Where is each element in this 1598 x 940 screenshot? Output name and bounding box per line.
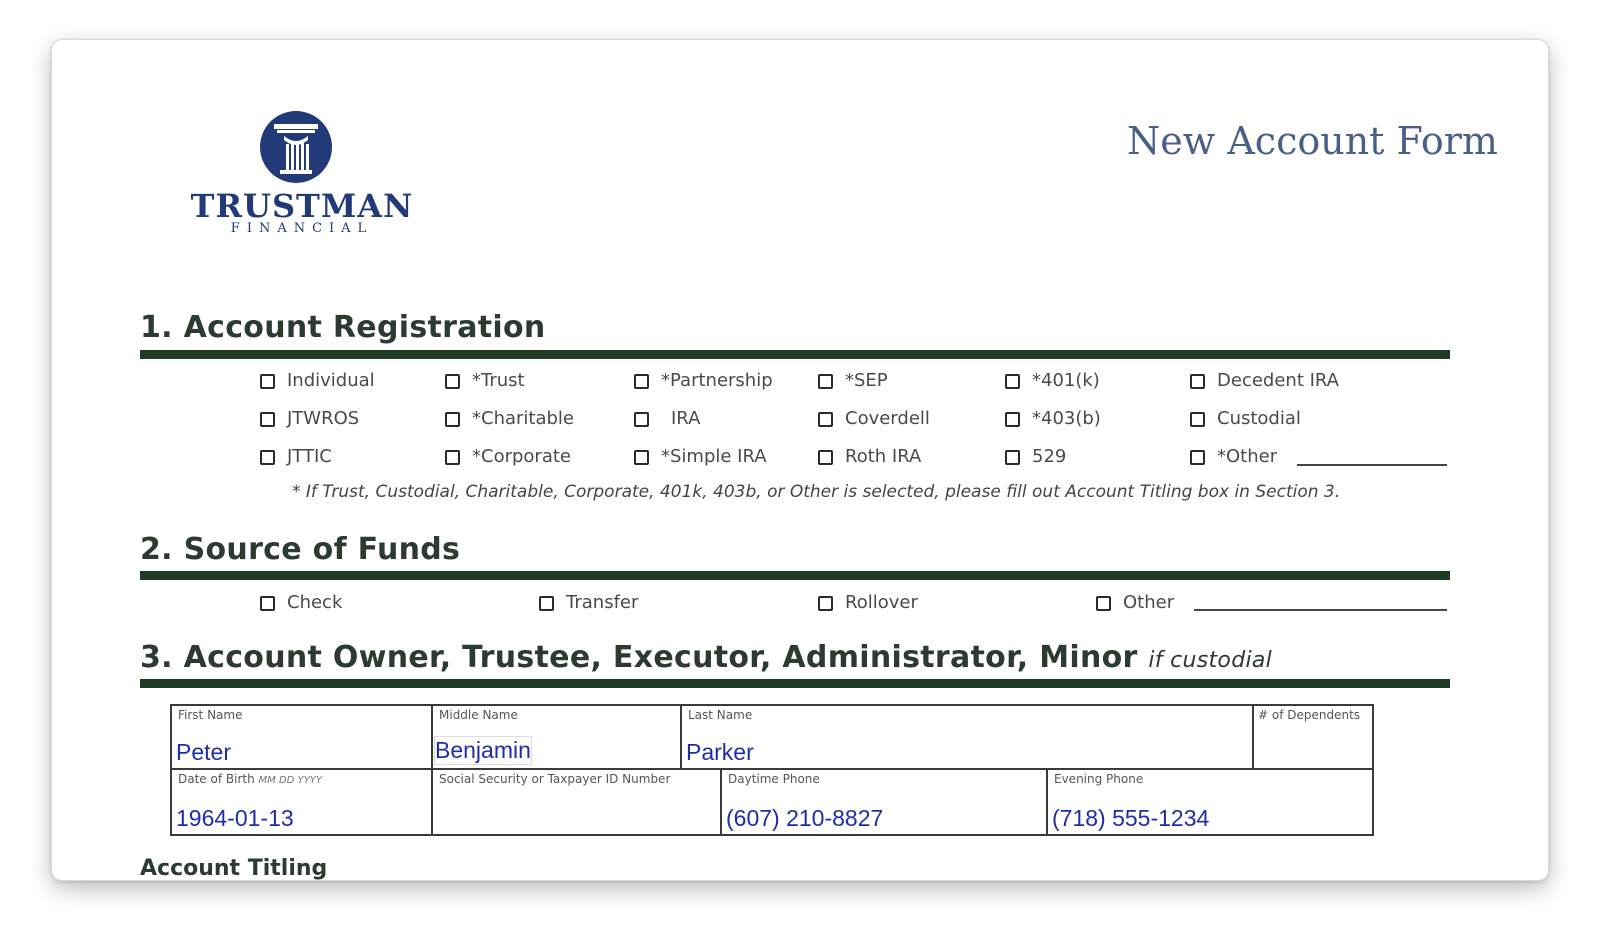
checkbox-partnership[interactable] <box>634 368 773 394</box>
section-title-text: 3. Account Owner, Trustee, Executor, Administrator, Minor <box>140 640 1138 675</box>
checkbox-label: Rollover <box>845 592 918 613</box>
section-rule <box>140 679 1450 688</box>
dob-field[interactable] <box>170 768 433 836</box>
ssn-label: Social Security or Taxpayer ID Number <box>439 772 671 786</box>
checkbox-box[interactable] <box>1190 412 1205 427</box>
checkbox-jttic[interactable] <box>260 444 332 470</box>
checkbox-box[interactable] <box>260 374 275 389</box>
checkbox-box[interactable] <box>1005 374 1020 389</box>
checkbox-box[interactable] <box>539 596 554 611</box>
first-name-field[interactable] <box>170 704 433 770</box>
checkbox-charitable[interactable] <box>445 406 574 432</box>
daytime-phone-field[interactable] <box>720 768 1048 836</box>
dob-format-hint: MM DD YYYY <box>258 775 322 786</box>
checkbox-label: *Corporate <box>472 446 571 467</box>
checkbox-box[interactable] <box>445 374 460 389</box>
account-titling-heading: Account Titling <box>140 856 328 880</box>
checkbox-label: Check <box>287 592 343 613</box>
checkbox-rollover[interactable] <box>818 590 918 616</box>
checkbox-label: *Other <box>1217 446 1278 467</box>
titling-note: * If Trust, Custodial, Charitable, Corporate, 401k, 403b, or Other is selected, please fill out Account Titling box in Section 3. <box>292 482 1341 502</box>
column-emblem-icon <box>256 110 336 184</box>
trustman-logo <box>182 102 422 242</box>
checkbox-label: Coverdell <box>845 408 930 429</box>
logo-name: TRUSTMAN <box>190 187 414 225</box>
checkbox-box[interactable] <box>445 412 460 427</box>
evening-phone-value[interactable]: (718) 555-1234 <box>1052 805 1210 831</box>
checkbox-box[interactable] <box>818 374 833 389</box>
dob-label <box>178 772 322 786</box>
checkbox-box[interactable] <box>445 450 460 465</box>
section-account-owner-title <box>140 640 1272 679</box>
checkbox-box[interactable] <box>818 450 833 465</box>
daytime-phone-value[interactable]: (607) 210-8827 <box>726 805 884 831</box>
checkbox-box[interactable] <box>1190 374 1205 389</box>
checkbox-box[interactable] <box>1096 596 1111 611</box>
checkbox-sep[interactable] <box>818 368 888 394</box>
checkbox-corporate[interactable] <box>445 444 571 470</box>
checkbox-label: 529 <box>1032 446 1067 467</box>
checkbox-box[interactable] <box>634 450 649 465</box>
checkbox-label: Custodial <box>1217 408 1301 429</box>
checkbox-label: IRA <box>671 408 701 429</box>
checkbox-label: *Trust <box>472 370 525 391</box>
checkbox-individual[interactable] <box>260 368 375 394</box>
section-account-registration-title: 1. Account Registration <box>140 310 546 345</box>
checkbox-check[interactable] <box>260 590 342 616</box>
checkbox-custodial[interactable] <box>1190 406 1301 432</box>
last-name-label: Last Name <box>688 708 753 722</box>
first-name-value[interactable]: Peter <box>176 739 231 765</box>
form-window <box>52 40 1548 880</box>
evening-phone-label: Evening Phone <box>1054 772 1144 786</box>
checkbox-label: JTTIC <box>287 446 332 467</box>
checkbox-simple-ira[interactable] <box>634 444 767 470</box>
checkbox-box[interactable] <box>634 412 649 427</box>
section-rule <box>140 571 1450 580</box>
checkbox-box[interactable] <box>260 412 275 427</box>
section-title-suffix: if custodial <box>1148 648 1273 673</box>
checkbox-label: *403(b) <box>1032 408 1101 429</box>
evening-phone-field[interactable] <box>1046 768 1374 836</box>
checkbox-label: Individual <box>287 370 375 391</box>
checkbox-decedent-ira[interactable] <box>1190 368 1339 394</box>
checkbox-trust[interactable] <box>445 368 525 394</box>
checkbox-label: *401(k) <box>1032 370 1100 391</box>
last-name-value[interactable]: Parker <box>686 739 754 765</box>
section-rule <box>140 350 1450 359</box>
middle-name-label: Middle Name <box>439 708 518 722</box>
checkbox-label: *Partnership <box>661 370 773 391</box>
checkbox-box[interactable] <box>1190 450 1205 465</box>
other-type-line[interactable] <box>1297 464 1447 466</box>
checkbox-transfer[interactable] <box>539 590 638 616</box>
last-name-field[interactable] <box>680 704 1254 770</box>
logo-subtitle: FINANCIAL <box>230 221 374 236</box>
checkbox-403b[interactable] <box>1005 406 1101 432</box>
checkbox-box[interactable] <box>260 596 275 611</box>
checkbox-coverdell[interactable] <box>818 406 930 432</box>
ssn-field[interactable] <box>431 768 722 836</box>
checkbox-529[interactable] <box>1005 444 1066 470</box>
other-source-line[interactable] <box>1194 609 1447 611</box>
checkbox-jtwros[interactable] <box>260 406 359 432</box>
checkbox-401k[interactable] <box>1005 368 1100 394</box>
dob-label-text: Date of Birth <box>178 772 255 786</box>
checkbox-box[interactable] <box>818 596 833 611</box>
first-name-label: First Name <box>178 708 243 722</box>
dependents-field[interactable] <box>1252 704 1374 770</box>
checkbox-box[interactable] <box>634 374 649 389</box>
checkbox-label: Decedent IRA <box>1217 370 1339 391</box>
checkbox-source-other[interactable] <box>1096 590 1174 616</box>
checkbox-label: Transfer <box>566 592 639 613</box>
checkbox-ira[interactable] <box>634 406 700 432</box>
checkbox-label: Other <box>1123 592 1175 613</box>
checkbox-label: JTWROS <box>287 408 360 429</box>
checkbox-label: *Simple IRA <box>661 446 767 467</box>
checkbox-box[interactable] <box>1005 450 1020 465</box>
checkbox-label: *Charitable <box>472 408 574 429</box>
section-source-of-funds-title: 2. Source of Funds <box>140 532 461 567</box>
dob-value[interactable]: 1964-01-13 <box>176 805 294 831</box>
form-title: New Account Form <box>1127 119 1498 163</box>
checkbox-box[interactable] <box>1005 412 1020 427</box>
checkbox-label: *SEP <box>845 370 888 391</box>
dependents-label: # of Dependents <box>1258 708 1361 722</box>
middle-name-value[interactable]: Benjamin <box>435 737 531 763</box>
checkbox-roth-ira[interactable] <box>818 444 921 470</box>
checkbox-box[interactable] <box>260 450 275 465</box>
checkbox-label: Roth IRA <box>845 446 922 467</box>
checkbox-box[interactable] <box>818 412 833 427</box>
daytime-phone-label: Daytime Phone <box>728 772 820 786</box>
checkbox-other[interactable] <box>1190 444 1277 470</box>
middle-name-field[interactable] <box>431 704 682 770</box>
